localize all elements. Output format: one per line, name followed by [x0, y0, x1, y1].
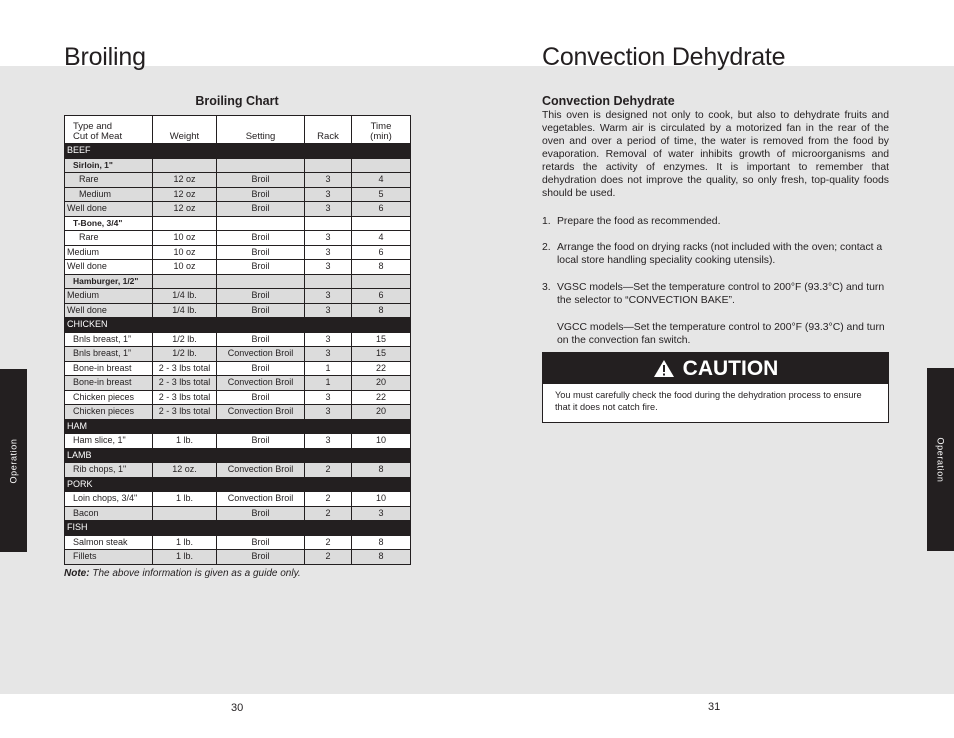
empty-cell	[352, 274, 411, 289]
empty-cell	[305, 274, 352, 289]
cell-type: Medium	[65, 187, 153, 202]
cell-time: 6	[352, 289, 411, 304]
cell-setting: Broil	[217, 550, 305, 565]
cell-type: Medium	[65, 289, 153, 304]
cell-time: 8	[352, 303, 411, 318]
table-row	[65, 434, 411, 449]
empty-cell	[217, 216, 305, 231]
cell-weight: 12 oz	[153, 173, 217, 188]
cell-weight: 10 oz	[153, 245, 217, 260]
side-tab-left	[0, 369, 27, 552]
cell-time: 5	[352, 187, 411, 202]
cell-rack: 3	[305, 202, 352, 217]
cell-rack: 3	[305, 390, 352, 405]
cell-time: 3	[352, 506, 411, 521]
header-setting: Setting	[217, 116, 305, 144]
category-label: HAM	[65, 419, 411, 434]
cell-setting: Broil	[217, 187, 305, 202]
subcategory-row	[65, 158, 411, 173]
cell-time: 15	[352, 332, 411, 347]
table-row	[65, 347, 411, 362]
cell-rack: 3	[305, 173, 352, 188]
cell-weight: 10 oz	[153, 231, 217, 246]
cell-weight: 12 oz	[153, 187, 217, 202]
chart-note	[64, 568, 301, 579]
table-row	[65, 390, 411, 405]
cell-rack: 3	[305, 303, 352, 318]
cell-type: Bnls breast, 1”	[65, 347, 153, 362]
step-3-text: VGSC models—Set the temperature control to 200°F (93.3°C) and turn the selector to “CONVECTION BAKE”.	[557, 282, 885, 306]
cell-rack: 3	[305, 434, 352, 449]
cell-setting: Broil	[217, 289, 305, 304]
cell-rack: 1	[305, 361, 352, 376]
cell-time: 6	[352, 202, 411, 217]
cell-weight: 1/2 lb.	[153, 347, 217, 362]
header-type-line1: Type and	[73, 121, 113, 132]
table-row	[65, 260, 411, 275]
cell-weight: 2 - 3 lbs total	[153, 376, 217, 391]
step-3-number: 3.	[542, 282, 551, 293]
cell-rack: 2	[305, 550, 352, 565]
cell-rack: 2	[305, 492, 352, 507]
category-row	[65, 448, 411, 463]
cell-rack: 2	[305, 463, 352, 478]
cell-weight: 2 - 3 lbs total	[153, 390, 217, 405]
table-row	[65, 303, 411, 318]
table-row	[65, 187, 411, 202]
cell-setting: Broil	[217, 332, 305, 347]
empty-cell	[352, 216, 411, 231]
cell-time: 15	[352, 347, 411, 362]
cell-time: 10	[352, 434, 411, 449]
cell-weight: 2 - 3 lbs total	[153, 361, 217, 376]
table-row	[65, 231, 411, 246]
cell-time: 10	[352, 492, 411, 507]
cell-weight: 2 - 3 lbs total	[153, 405, 217, 420]
cell-weight	[153, 506, 217, 521]
empty-cell	[153, 216, 217, 231]
side-tab-right	[927, 368, 954, 551]
category-row	[65, 477, 411, 492]
header-time-line2: (min)	[370, 131, 392, 142]
cell-time: 8	[352, 535, 411, 550]
cell-rack: 1	[305, 376, 352, 391]
step-1-text: Prepare the food as recommended.	[557, 216, 721, 227]
cell-type: Bacon	[65, 506, 153, 521]
header-type-line2: Cut of Meat	[73, 131, 123, 142]
cell-setting: Convection Broil	[217, 492, 305, 507]
subcategory-row	[65, 216, 411, 231]
cell-type: Well done	[65, 202, 153, 217]
subcategory-label: Sirloin, 1"	[65, 158, 153, 173]
cell-setting: Broil	[217, 245, 305, 260]
table-row	[65, 405, 411, 420]
cell-weight: 1/4 lb.	[153, 303, 217, 318]
table-row	[65, 506, 411, 521]
side-tab-label: Operation	[8, 438, 19, 483]
cell-weight: 1 lb.	[153, 550, 217, 565]
category-label: CHICKEN	[65, 318, 411, 333]
cell-time: 20	[352, 405, 411, 420]
empty-cell	[305, 216, 352, 231]
cell-rack: 3	[305, 245, 352, 260]
table-row	[65, 550, 411, 565]
category-label: PORK	[65, 477, 411, 492]
page-title-convection-dehydrate: Convection Dehydrate	[542, 43, 786, 71]
header-rack: Rack	[305, 116, 352, 144]
cell-time: 8	[352, 550, 411, 565]
cell-time: 8	[352, 260, 411, 275]
cell-setting: Broil	[217, 303, 305, 318]
cell-type: Chicken pieces	[65, 405, 153, 420]
empty-cell	[217, 158, 305, 173]
cell-type: Well done	[65, 303, 153, 318]
caution-label: CAUTION	[682, 356, 779, 380]
cell-type: Medium	[65, 245, 153, 260]
table-row	[65, 245, 411, 260]
caution-text: You must carefully check the food during the dehydration process to ensure that it does not catch fire.	[555, 390, 862, 412]
cell-rack: 3	[305, 289, 352, 304]
broiling-chart-table	[64, 115, 411, 565]
empty-cell	[217, 274, 305, 289]
caution-header	[543, 353, 888, 384]
page-number-left: 30	[231, 702, 244, 714]
caution-box	[542, 352, 889, 423]
table-row	[65, 173, 411, 188]
empty-cell	[153, 158, 217, 173]
cell-type: Ham slice, 1"	[65, 434, 153, 449]
cell-weight: 12 oz.	[153, 463, 217, 478]
cell-rack: 3	[305, 405, 352, 420]
category-row	[65, 318, 411, 333]
cell-type: Bone-in breast	[65, 361, 153, 376]
cell-weight: 12 oz	[153, 202, 217, 217]
category-row	[65, 144, 411, 159]
cell-type: Rare	[65, 231, 153, 246]
category-label: LAMB	[65, 448, 411, 463]
header-time	[352, 116, 411, 144]
cell-type: Salmon steak	[65, 535, 153, 550]
cell-type: Bnls breast, 1”	[65, 332, 153, 347]
empty-cell	[352, 158, 411, 173]
section-heading: Convection Dehydrate	[542, 94, 675, 108]
cell-type: Well done	[65, 260, 153, 275]
category-row	[65, 419, 411, 434]
cell-setting: Convection Broil	[217, 347, 305, 362]
category-label: BEEF	[65, 144, 411, 159]
subcategory-label: Hamburger, 1/2"	[65, 274, 153, 289]
table-row	[65, 202, 411, 217]
cell-type: Rib chops, 1"	[65, 463, 153, 478]
page-number-right: 31	[708, 701, 721, 713]
cell-setting: Convection Broil	[217, 376, 305, 391]
subcategory-row	[65, 274, 411, 289]
cell-setting: Broil	[217, 535, 305, 550]
table-header-row	[65, 116, 411, 144]
cell-setting: Broil	[217, 231, 305, 246]
cell-rack: 2	[305, 506, 352, 521]
step-3-alt-text: VGCC models—Set the temperature control to 200°F (93.3°C) and turn on the convection fan switch.	[557, 322, 885, 346]
cell-time: 8	[352, 463, 411, 478]
table-row	[65, 289, 411, 304]
cell-setting: Convection Broil	[217, 405, 305, 420]
table-row	[65, 361, 411, 376]
cell-setting: Broil	[217, 260, 305, 275]
cell-weight: 1 lb.	[153, 492, 217, 507]
header-time-line1: Time	[370, 121, 392, 132]
step-2-text: Arrange the food on drying racks (not included with the oven; contact a local store handling speciality cooking utensils).	[557, 242, 883, 266]
cell-type: Fillets	[65, 550, 153, 565]
cell-setting: Broil	[217, 202, 305, 217]
table-row	[65, 376, 411, 391]
intro-paragraph: This oven is designed not only to cook, but also to dehydrate fruits and vegetables. Warm air is circulated by a motorized fan in the rear of the oven and over a period of time, the water is removed from the food by evaporation. Removal of water inhibits growth of microorganisms and retards the activity of enzymes. It is important to remember that dehydration does not improve the quality, so only fresh, top-quality foods should be used.	[542, 110, 889, 199]
broiling-chart-body	[65, 144, 411, 565]
cell-time: 4	[352, 231, 411, 246]
cell-type: Loin chops, 3/4"	[65, 492, 153, 507]
cell-time: 6	[352, 245, 411, 260]
cell-weight: 1/2 lb.	[153, 332, 217, 347]
side-tab-label: Operation	[935, 437, 946, 482]
broiling-chart-title: Broiling Chart	[195, 94, 279, 108]
cell-rack: 3	[305, 187, 352, 202]
empty-cell	[305, 158, 352, 173]
cell-rack: 3	[305, 347, 352, 362]
cell-weight: 1/4 lb.	[153, 289, 217, 304]
cell-rack: 3	[305, 260, 352, 275]
cell-setting: Broil	[217, 506, 305, 521]
cell-weight: 10 oz	[153, 260, 217, 275]
cell-type: Rare	[65, 173, 153, 188]
cell-time: 22	[352, 390, 411, 405]
cell-type: Bone-in breast	[65, 376, 153, 391]
header-type-cut	[65, 116, 153, 144]
table-row	[65, 535, 411, 550]
cell-rack: 3	[305, 332, 352, 347]
cell-weight: 1 lb.	[153, 434, 217, 449]
step-2-number: 2.	[542, 242, 551, 253]
empty-cell	[153, 274, 217, 289]
cell-setting: Broil	[217, 361, 305, 376]
cell-setting: Broil	[217, 434, 305, 449]
page-title-broiling: Broiling	[64, 43, 146, 71]
cell-weight: 1 lb.	[153, 535, 217, 550]
cell-setting: Broil	[217, 173, 305, 188]
cell-time: 4	[352, 173, 411, 188]
cell-setting: Convection Broil	[217, 463, 305, 478]
cell-type: Chicken pieces	[65, 390, 153, 405]
category-row	[65, 521, 411, 536]
table-row	[65, 463, 411, 478]
cell-rack: 2	[305, 535, 352, 550]
cell-time: 22	[352, 361, 411, 376]
cell-rack: 3	[305, 231, 352, 246]
note-label: Note:	[64, 568, 90, 579]
subcategory-label: T-Bone, 3/4"	[65, 216, 153, 231]
cell-time: 20	[352, 376, 411, 391]
category-label: FISH	[65, 521, 411, 536]
step-1-number: 1.	[542, 216, 551, 227]
table-row	[65, 492, 411, 507]
warning-triangle-icon	[653, 359, 675, 378]
cell-setting: Broil	[217, 390, 305, 405]
table-row	[65, 332, 411, 347]
header-weight: Weight	[153, 116, 217, 144]
note-text: The above information is given as a guide only.	[89, 568, 301, 579]
